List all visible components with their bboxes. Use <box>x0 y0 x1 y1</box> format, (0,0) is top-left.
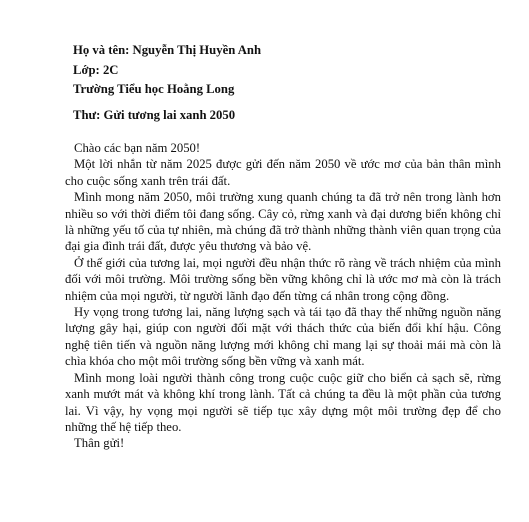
letter-paragraph-3: Ở thế giới của tương lai, mọi người đều nhận thức rõ ràng về trách nhiệm của mình đối với môi trường. Môi trường sống bền vững không chỉ là ước mơ mà còn là trách nhiệm của mọi người, từ người lãnh đạo đến từng cá nhân trong cộng đồng. <box>65 255 501 303</box>
student-info-header <box>73 41 513 100</box>
letter-body <box>65 140 501 452</box>
letter-paragraph-4: Hy vọng trong tương lai, năng lượng sạch và tái tạo đã thay thế những nguồn năng lượng gây hại, giúp con người đối mặt với thách thức của biến đổi khí hậu. Công nghệ tiên tiến và nguồn năng lượng mới không chỉ mang lại sự thoải mái mà còn là chìa khóa cho một môi trường sống bền vững và xanh mát. <box>65 305 501 369</box>
class-line: Lớp: 2C <box>73 62 119 77</box>
letter-paragraph-2: Mình mong năm 2050, môi trường xung quanh chúng ta đã trở nên trong lành hơn nhiều so với thời điểm tôi đang sống. Cây cỏ, rừng xanh và đại dương biển không chỉ là những yếu tố của tự nhiên, mà chúng đã trở thành những thành viên quan trọng của đại gia đình trái đất, được yêu thương và bảo vệ. <box>65 190 501 254</box>
letter-closing: Thân gửi! <box>74 436 125 451</box>
student-name-line: Họ và tên: Nguyễn Thị Huyền Anh <box>73 43 262 57</box>
letter-paragraph-1: Một lời nhắn từ năm 2025 được gửi đến năm 2050 về ước mơ của bản thân mình cho cuộc sống xanh trên trái đất. <box>65 157 501 188</box>
letter-paragraph-5: Mình mong loài người thành công trong cuộc cuộc giữ cho biển cả sạch sẽ, rừng xanh mướt mát và không khí trong lành. Tất cả chúng ta đều là một phần của tương lai. Vì vậy, hy vọng mọi người sẽ tiếp tục xây dựng một môi trường đẹp để cho những thế hệ tiếp theo. <box>65 370 501 434</box>
letter-greeting: Chào các bạn năm 2050! <box>74 141 201 155</box>
letter-title: Thư: Gửi tương lai xanh 2050 <box>73 108 236 122</box>
school-line: Trường Tiểu học Hoằng Long <box>73 82 235 96</box>
